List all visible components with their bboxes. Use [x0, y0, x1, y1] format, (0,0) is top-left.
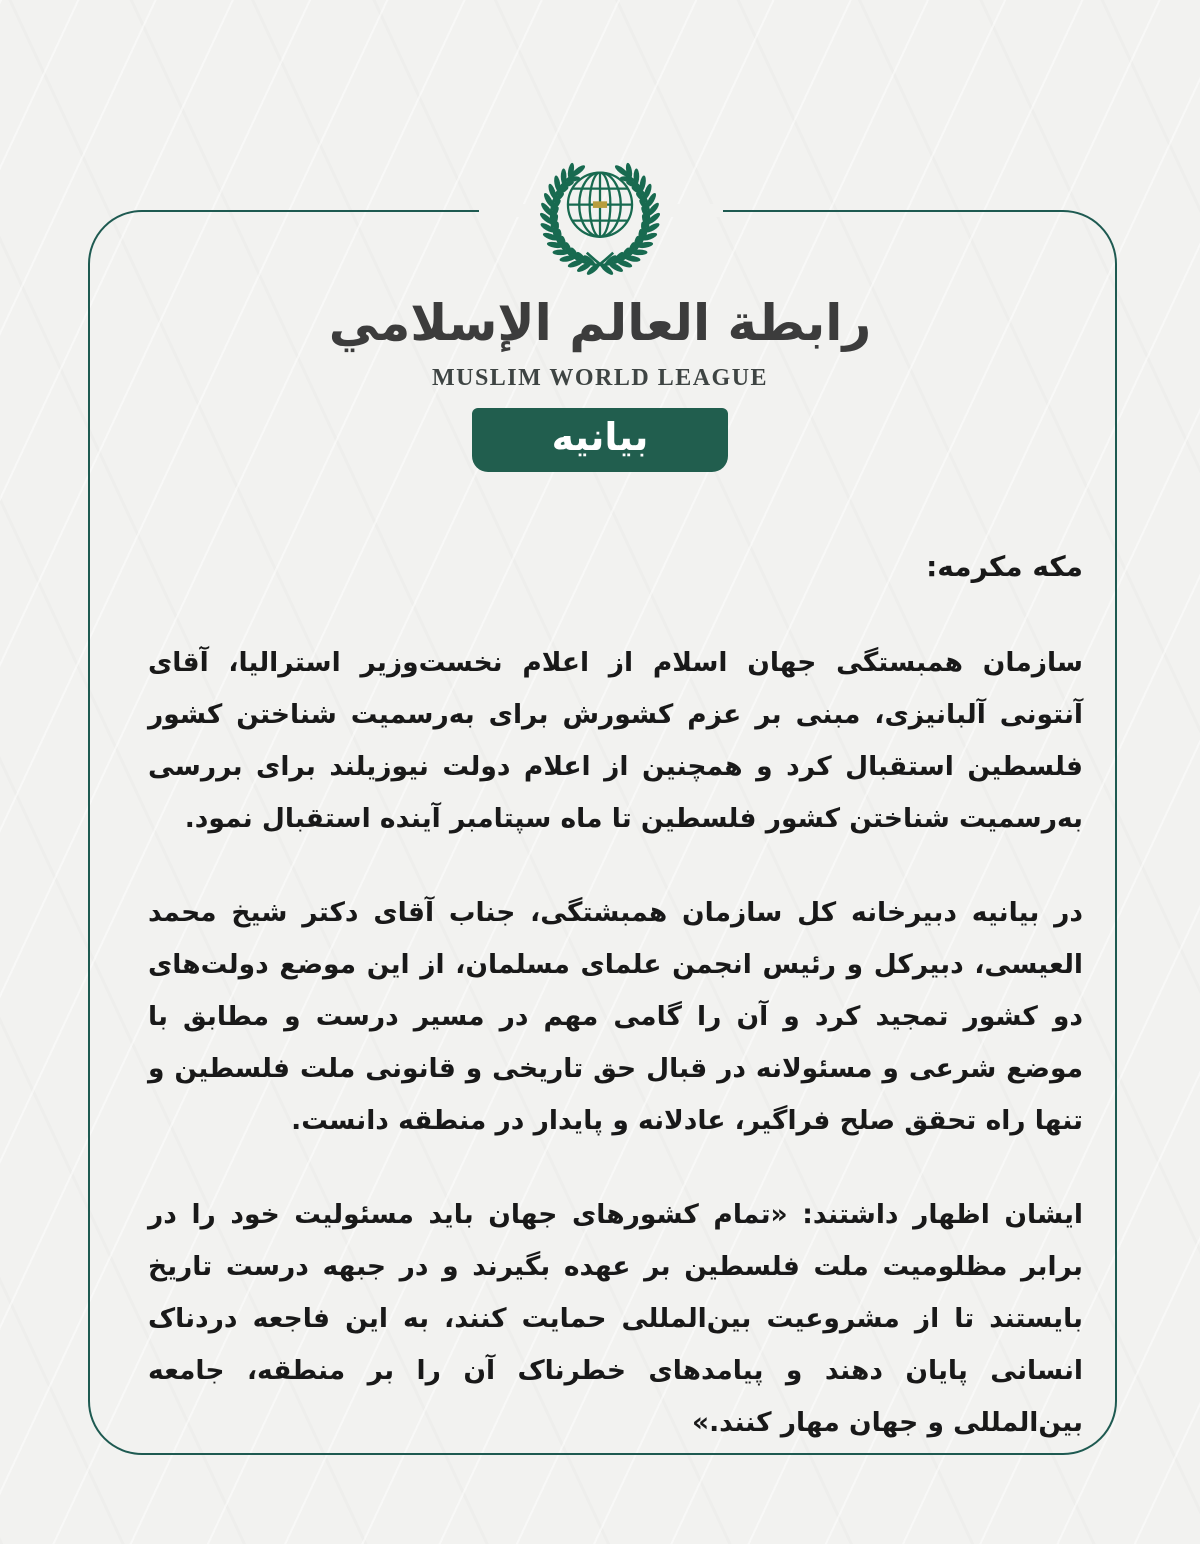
statement-banner-label: بیانیه [551, 415, 649, 459]
mwl-laurel-wreath-globe-icon [534, 146, 666, 284]
statement-body [148, 545, 1083, 1449]
paragraph-3: ایشان اظهار داشتند: «تمام کشورهای جهان باید مسئولیت خود را در برابر مظلومیت ملت فلسطین بر عهده بگیرند و در جبهه درست تاریخ بایستند تا از مشروعیت بین‌المللی حمایت کنند، به این فاجعه دردناک انسانی پایان دهند و پیامدهای خطرناک آن را بر منطقه، جامعه بین‌المللی و جهان مهار کنند.» [148, 1199, 1083, 1438]
dateline: مکه مکرمه: [926, 550, 1083, 583]
paragraph-2: در بیانیه دبیرخانه کل سازمان همبشتگی، جناب آقای دکتر شیخ محمد العیسی، دبیرکل و رئیس انجمن علمای مسلمان، از این موضع دولت‌های دو کشور تمجید کرد و آن را گامی مهم در مسیر درست و مطابق با موضع شرعی و مسئولانه در قبال حق تاریخی و قانونی ملت فلسطین و تنها راه تحقق صلح فراگیر، عادلانه و پایدار در منطقه دانست. [148, 897, 1083, 1136]
statement-banner [472, 408, 728, 472]
mwl-arabic-calligraphy: رابطة العالم الإسلامي [328, 294, 872, 352]
paragraph-1: سازمان همبستگی جهان اسلام از اعلام نخست‌وزیر استرالیا، آقای آنتونی آلبانیزی، مبنی بر عزم کشورش برای به‌رسمیت شناختن کشور فلسطین استقبال کرد و همچنین از اعلام دولت نیوزیلند برای بررسی به‌رسمیت شناختن کشور فلسطین تا ماه سپتامبر آینده استقبال نمود. [148, 647, 1083, 834]
mwl-english-name: MUSLIM WORLD LEAGUE [431, 365, 769, 391]
